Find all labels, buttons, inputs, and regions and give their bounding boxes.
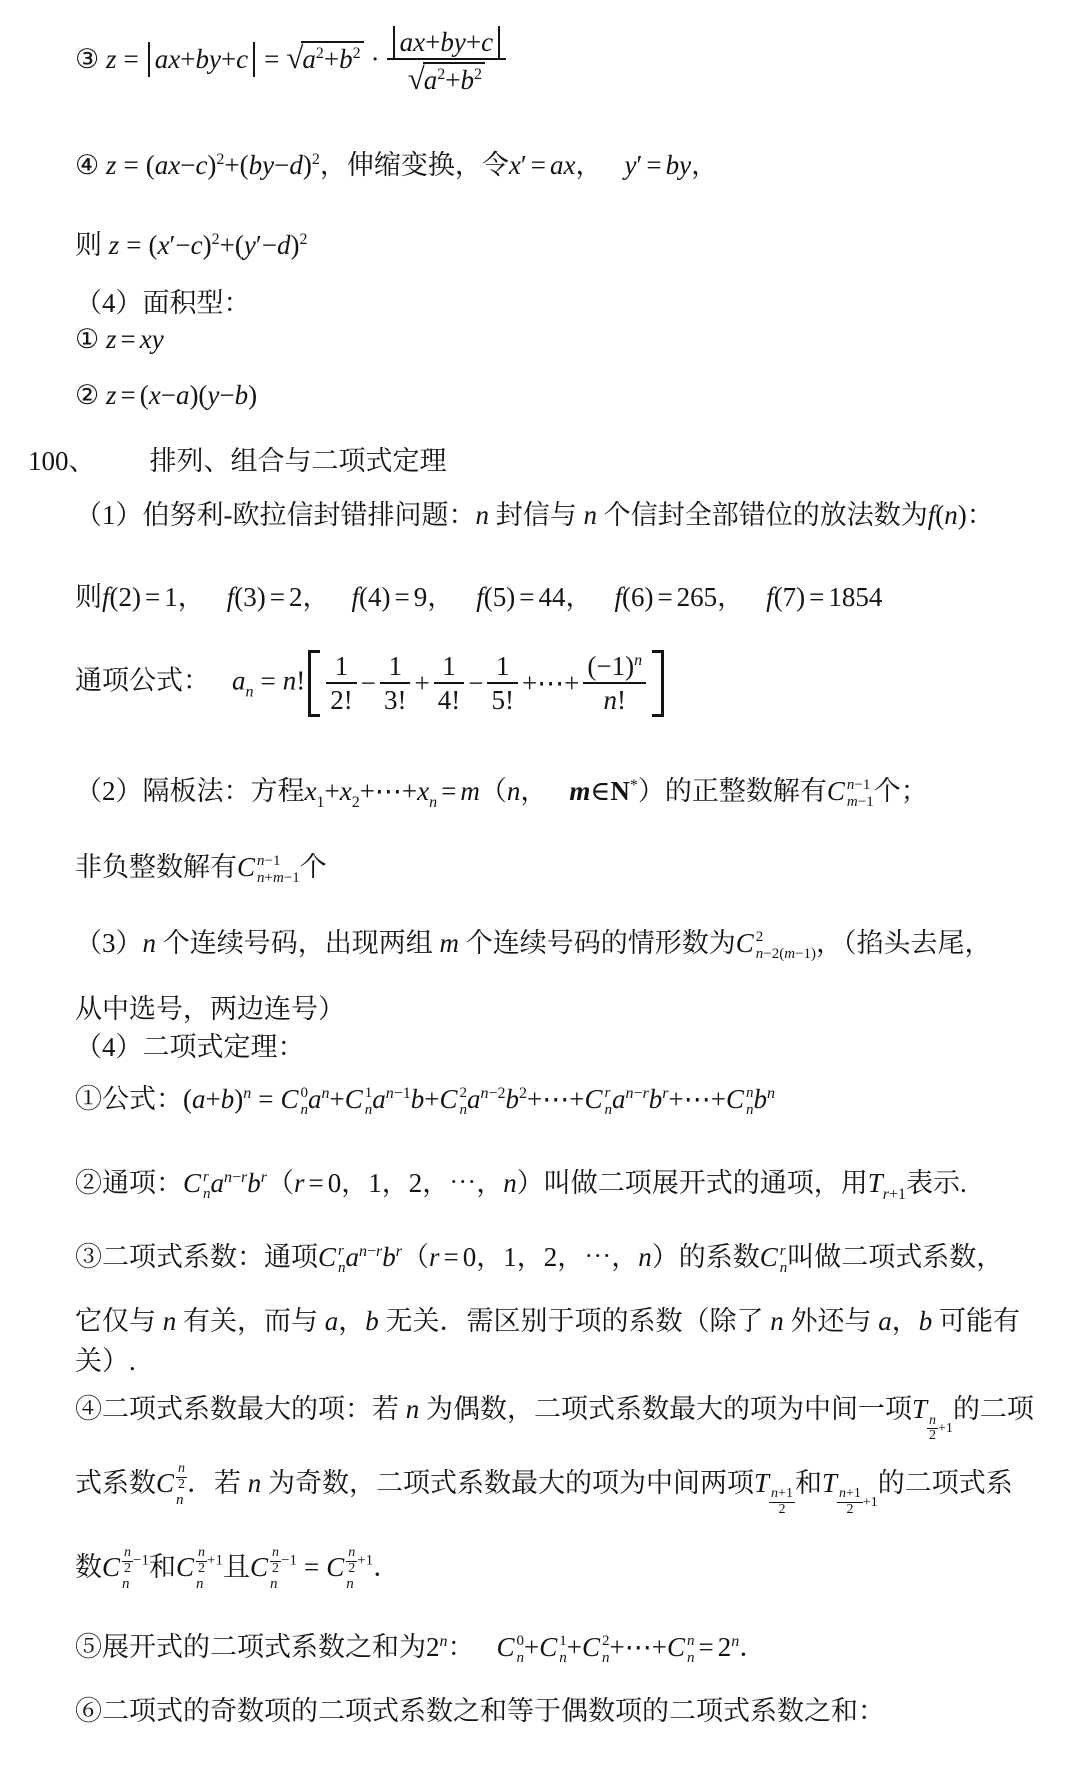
nonnegative-solutions-line: 非负整数解有C n−1 n+m−1 个 <box>75 852 327 886</box>
general-term-formula-line: 通项公式： $a_n = n$! 1 2! − $\frac{1}{3!}$ + $\frac{1}{4!}$ − $\frac{1}{5!}$ +⋯+ $\frac{(-1)^n}{n!}$ <box>75 650 664 717</box>
binomial-general-term-line: ②通项：C r n $a^{n-r}b^r(r = 0$，1，2，⋯，n）叫做二项展开式的通项，用$T_{r+1}$表示. <box>75 1168 967 1203</box>
formula-line-then-z: 则 $z = (x'-c)^2+(y'-d)^2$ <box>75 230 308 260</box>
formula-line-circ4: ④ $z = (ax-c)^2+(by-d)^2$，伸缩变换，令x′ = ax， y′ = by， <box>75 150 719 180</box>
binomial-formula-line: ①公式：$(a+b)^n = C$ 0 n $a^n+C$ 1 n $a^{n-1}b+C$ 2 n $a^{n-2}b^2+\cdots+C$ r n $a^{n-r}b^r+\cdots+C$ n n $b^n$ <box>75 1084 776 1118</box>
coefficient-note-line: 它仅与 n 有关，而与 a，b 无关．需区别于项的系数（除了 n 外还与 a，b 可能有 <box>75 1306 1020 1336</box>
consecutive-numbers-line: （3）n 个连续号码，出现两组 m 个连续号码的情形数为C 2 n−2(m−1) ，（掐头去尾， <box>75 928 992 962</box>
consecutive-numbers-cont-line: 从中选号，两边连号） <box>75 994 345 1024</box>
max-coefficient-cont-line: 数C $\frac{n}{2}$ −1 n 和C $\frac{n}{2}$ +1 n 且C $\frac{n}{2}$ −1 n = C $\frac{n}{2}$ +1 n ． <box>75 1545 401 1593</box>
formula-line-z-xy: ① z = xy <box>75 324 164 354</box>
coefficient-note-cont-line: 关）. <box>75 1346 136 1376</box>
max-coefficient-even-line: ④二项式系数最大的项：若 n 为偶数，二项式系数最大的项为中间一项T $_{\frac{n}{2} +1}$的二项 <box>75 1394 1034 1444</box>
odd-even-sum-line: ⑥二项式的奇数项的二项式系数之和等于偶数项的二项式系数之和： <box>75 1696 885 1726</box>
max-coefficient-odd-line: 式系数C $\frac{n}{2}$ n ．若 n 为奇数，二项式系数最大的项为中间两项T $_{\frac{n+1}{2}}$ 和T $_{\frac{n+1}{2} +1}$的二项式系 <box>75 1461 1013 1518</box>
derangement-intro-line: （1）伯努利-欧拉信封错排问题：n 封信与 n 个信封全部错位的放法数为f(n)： <box>75 500 994 530</box>
binomial-coefficient-line: ③二项式系数：通项C r n $a^{n-r}b^r(r = 0$，1，2，⋯，n）的系数C r n 叫做二项式系数， <box>75 1242 1004 1276</box>
subsection-binomial-line: （4）二项式定理： <box>75 1032 305 1062</box>
divider-method-line: （2）隔板法：方程$x_1+x_2+\cdots+x_n = m(n$， m∈N*）的正整数解有C n−1 m−1 个； <box>75 776 928 811</box>
section-heading: 100、 排列、组合与二项式定理 <box>28 446 447 476</box>
formula-line-circ3: ③ $z = ax+by+c = √a^2+b^2$ · $\frac{ax+by+c}{√a^2+b^2}$ <box>75 26 506 98</box>
derangement-values-line: 则f(2) = 1， f(3) = 2， f(4) = 9， f(5) = 44， f(6) = 265， f(7) = 1854 <box>75 582 883 612</box>
coefficient-sum-line: ⑤展开式的二项式系数之和为2$^n$： C 0 n +C 1 n +C 2 n +⋯+C n n = $2^n$． <box>75 1632 767 1666</box>
formula-line-z-factored: ② z = (x−a)(y−b) <box>75 380 258 410</box>
subsection-area-type: （4）面积型： <box>75 288 251 318</box>
